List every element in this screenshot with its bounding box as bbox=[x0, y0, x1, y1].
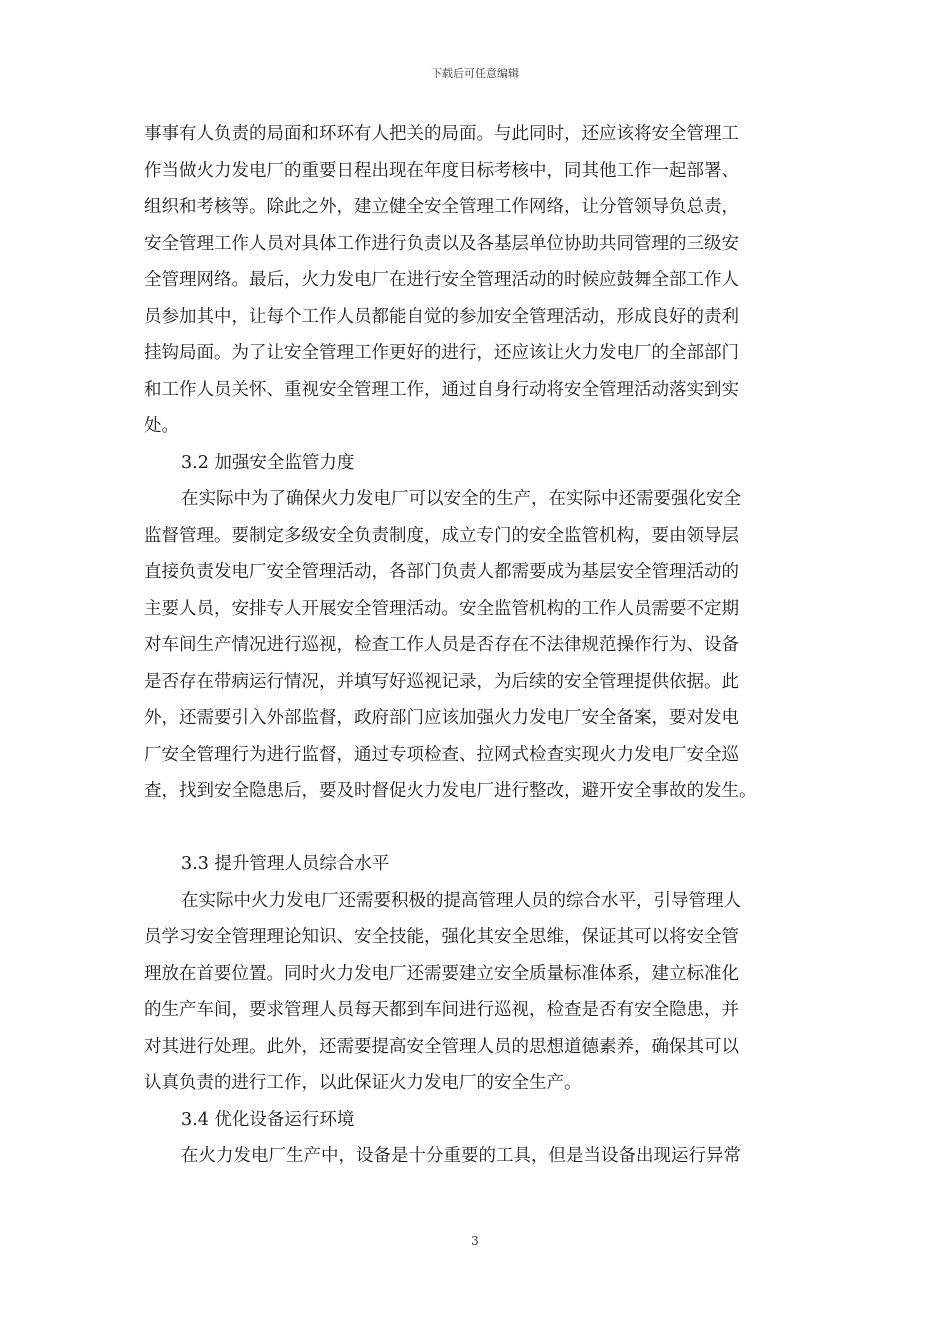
paragraph-line: 员学习安全管理理论知识、安全技能，强化其安全思维，保证其可以将安全管 bbox=[144, 927, 739, 947]
paragraph-line: 作当做火力发电厂的重要日程出现在年度目标考核中，同其他工作一起部署、 bbox=[144, 160, 739, 181]
page-header: 下载后可任意编辑 bbox=[431, 67, 519, 80]
paragraph-line: 对其进行处理。此外，还需要提高安全管理人员的思想道德素养，确保其可以 bbox=[144, 1036, 739, 1057]
paragraph-line: 在实际中火力发电厂还需要积极的提高管理人员的综合水平，引导管理人 bbox=[181, 890, 741, 911]
paragraph-line: 安全管理工作人员对具体工作进行负责以及各基层单位协助共同管理的三级安 bbox=[144, 233, 739, 254]
paragraph-line: 外，还需要引入外部监督，政府部门应该加强火力发电厂安全备案，要对发电 bbox=[144, 708, 739, 728]
paragraph-line: 在实际中为了确保火力发电厂可以安全的生产，在实际中还需要强化安全 bbox=[181, 489, 741, 509]
paragraph-line: 全管理网络。最后，火力发电厂在进行安全管理活动的时候应鼓舞全部工作人 bbox=[144, 270, 739, 290]
section-heading: 3.2 加强安全监管力度 bbox=[181, 452, 355, 473]
paragraph-line: 组织和考核等。除此之外，建立健全安全管理工作网络，让分管领导负总责， bbox=[144, 197, 739, 217]
paragraph-line: 对车间生产情况进行巡视，检查工作人员是否存在不法律规范操作行为、设备 bbox=[144, 635, 739, 655]
paragraph-line: 认真负责的进行工作，以此保证火力发电厂的安全生产。 bbox=[144, 1073, 582, 1093]
paragraph-line: 挂钩局面。为了让安全管理工作更好的进行，还应该让火力发电厂的全部部门 bbox=[144, 343, 739, 363]
paragraph-line: 处。 bbox=[144, 416, 179, 436]
page-number: 3 bbox=[471, 1234, 479, 1248]
paragraph-line: 员参加其中，让每个工作人员都能自觉的参加安全管理活动，形成良好的责利 bbox=[144, 306, 739, 327]
paragraph-line: 直接负责发电厂安全管理活动，各部门负责人都需要成为基层安全管理活动的 bbox=[144, 562, 739, 582]
paragraph-line: 主要人员，安排专人开展安全管理活动。安全监管机构的工作人员需要不定期 bbox=[144, 598, 739, 619]
paragraph-line: 的生产车间，要求管理人员每天都到车间进行巡视，检查是否有安全隐患，并 bbox=[144, 1000, 739, 1020]
blank-line bbox=[144, 810, 824, 847]
paragraph-line: 查，找到安全隐患后，要及时督促火力发电厂进行整改，避开安全事故的发生。 bbox=[144, 781, 757, 801]
section-heading: 3.4 优化设备运行环境 bbox=[181, 1109, 355, 1130]
paragraph-line: 理放在首要位置。同时火力发电厂还需要建立安全质量标准体系，建立标准化 bbox=[144, 963, 739, 984]
paragraph-line: 监督管理。要制定多级安全负责制度，成立专门的安全监管机构，要由领导层 bbox=[144, 525, 739, 546]
paragraph-line: 在火力发电厂生产中，设备是十分重要的工具，但是当设备出现运行异常 bbox=[181, 1146, 741, 1166]
paragraph-line: 和工作人员关怀、重视安全管理工作，通过自身行动将安全管理活动落实到实 bbox=[144, 379, 739, 400]
section-heading: 3.3 提升管理人员综合水平 bbox=[181, 854, 390, 874]
paragraph-line: 事事有人负责的局面和环环有人把关的局面。与此同时，还应该将安全管理工 bbox=[144, 124, 739, 144]
document-body bbox=[144, 116, 824, 1175]
paragraph-line: 是否存在带病运行情况，并填写好巡视记录，为后续的安全管理提供依据。此 bbox=[144, 671, 739, 692]
paragraph-line: 厂安全管理行为进行监督，通过专项检查、拉网式检查实现火力发电厂安全巡 bbox=[144, 744, 739, 765]
